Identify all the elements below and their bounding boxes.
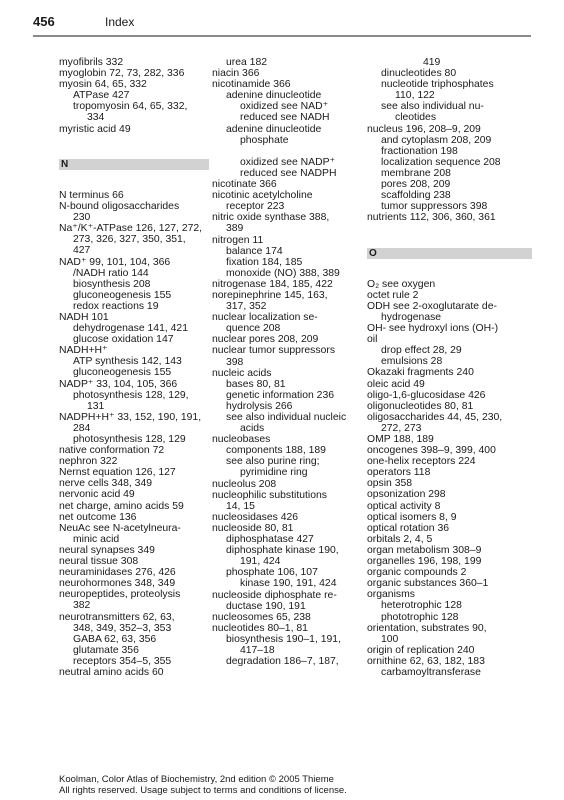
spacer [59,146,209,157]
index-entry: nuclear localization se- [212,312,318,324]
index-entry: native conformation 72 [59,445,165,457]
index-entry: neutral amino acids 60 [59,666,164,678]
index-entry: fractionation 198 [381,145,458,157]
index-entry: nucleosomes 65, 238 [212,611,311,623]
index-entry: 417–18 [240,644,275,656]
index-entry: nephron 322 [59,456,118,468]
copyright-footer [59,774,347,796]
index-entry: monoxide (NO) 388, 389 [226,267,340,279]
index-entry: scaffolding 238 [381,190,451,202]
index-entry: 100 [381,633,399,645]
index-entry: receptors 354–5, 355 [73,655,172,667]
index-entry: optical activity 8 [367,500,441,512]
index-entry: OH- see hydroxyl ions (OH-) [367,323,499,335]
index-entry: NADP⁺ 33, 104, 105, 366 [59,378,178,390]
index-entry: nutrients 112, 306, 360, 361 [367,212,496,224]
index-entry: 382 [73,600,91,612]
index-entry: 14, 15 [226,500,255,512]
index-entry: cleotides [395,112,437,124]
index-entry: membrane 208 [381,167,451,179]
index-column-1 [59,57,209,678]
index-entry: minic acid [73,533,120,545]
index-entry: optical rotation 36 [367,522,450,534]
index-entry: nitrogen 11 [212,234,264,246]
index-entry: photosynthesis 128, 129, [73,389,189,401]
index-entry: nicotinamide 366 [212,79,291,91]
index-entry: origin of replication 240 [367,644,475,656]
index-entry: organic substances 360–1 [367,578,489,590]
index-entry: heterotrophic 128 [381,600,462,612]
index-entry: nerve cells 348, 349 [59,478,152,490]
index-entry: hydrogenase [381,311,442,323]
index-entry: urea 182 [226,57,268,68]
index-entry: oleic acid 49 [367,378,425,390]
index-entry: neural synapses 349 [59,544,155,556]
index-entry: 317, 352 [226,301,267,313]
index-entry: ATP synthesis 142, 143 [73,356,182,368]
index-entry: 334 [87,112,105,124]
index-entry: 131 [87,400,105,412]
index-entry: tumor suppressors 398 [381,201,488,213]
index-entry: 272, 273 [381,422,422,434]
index-entry: N-bound oligosaccharides [59,201,180,213]
index-entry: glucose oxidation 147 [73,334,174,346]
index-entry: hydrolysis 266 [226,400,293,412]
index-entry: carbamoyltransferase [381,666,481,678]
index-entry: nucleotide triphosphates [381,79,494,91]
spacer [59,179,209,190]
spacer [212,146,362,157]
index-entry: ATPase 427 [73,90,130,102]
index-entry: glutamate 356 [73,644,139,656]
index-entry: nuclear tumor suppressors [212,345,336,357]
index-entry: adenine dinucleotide [226,123,322,135]
index-entry: diphosphate kinase 190, [226,545,339,557]
index-entry: oxidized see NADP⁺ [240,156,336,168]
index-entry: net charge, amino acids 59 [59,500,184,512]
index-column-2 [212,57,362,667]
index-entry: opsonization 298 [367,489,446,501]
index-entry: phosphate [240,134,289,146]
index-entry: tropomyosin 64, 65, 332, [73,101,188,113]
index-entry: 419 [423,57,441,68]
index-entry: nucleobases [212,434,271,446]
index-entry: oligosaccharides 44, 45, 230, [367,411,503,423]
index-entry: dinucleotides 80 [381,68,457,80]
index-entry: ornithine 62, 63, 182, 183 [367,655,485,667]
index-entry: neuropeptides, proteolysis [59,589,181,601]
index-entry: myoglobin 72, 73, 282, 336 [59,68,185,80]
index-entry: myosin 64, 65, 332 [59,79,147,91]
index-entry: oligonucleotides 80, 81 [367,400,474,412]
index-entry: operators 118 [367,467,431,479]
index-entry: organ metabolism 308–9 [367,544,482,556]
index-entry: bases 80, 81 [226,378,286,390]
index-entry: OMP 188, 189 [367,434,434,445]
index-entry: net outcome 136 [59,511,137,523]
index-entry: neurotransmitters 62, 63, [59,611,175,623]
index-entry: nucleosidases 426 [212,511,299,523]
page-title: Index [105,15,135,29]
index-entry: NeuAc see N-acetylneura- [59,522,181,534]
index-entry: biosynthesis 190–1, 191, [226,633,341,645]
index-entry: dehydrogenase 141, 421 [73,323,188,335]
index-entry: phosphate 106, 107 [226,567,318,579]
index-entry: localization sequence 208 [381,156,501,168]
index-entry: optical isomers 8, 9 [367,511,457,523]
index-entry: nucleotides 80–1, 81 [212,622,308,634]
index-entry: gluconeogenesis 155 [73,289,172,301]
spacer [367,235,532,246]
index-entry: myristic acid 49 [59,123,131,135]
index-entry: NADPH+H⁺ 33, 152, 190, 191, [59,411,202,423]
index-entry: phototrophic 128 [381,611,459,623]
index-entry: nitric oxide synthase 388, [212,212,330,224]
index-entry: myofibrils 332 [59,57,124,68]
index-entry: octet rule 2 [367,289,419,301]
index-entry: ODH see 2-oxoglutarate de- [367,300,497,312]
index-entry: Okazaki fragments 240 [367,367,474,379]
index-entry: nucleus 196, 208–9, 209 [367,123,481,135]
index-entry: adenine dinucleotide [226,90,322,102]
index-entry: 284 [73,422,91,434]
index-entry: nuclear pores 208, 209 [212,334,319,346]
index-entry: see also purine ring; [226,456,320,468]
index-entry: degradation 186–7, 187, [226,656,339,668]
index-entry: Nernst equation 126, 127 [59,467,176,479]
section-header-n: N [59,159,209,170]
index-entry: 389 [226,223,244,235]
index-entry: reduced see NADH [240,112,330,124]
index-entry: and cytoplasm 208, 209 [381,134,492,146]
index-entry: organisms [367,589,415,601]
index-entry: balance 174 [226,245,283,257]
index-entry: GABA 62, 63, 356 [73,633,157,645]
index-entry: neurohormones 348, 349 [59,578,176,590]
index-entry: reduced see NADPH [240,167,337,179]
spacer [59,135,209,146]
index-entry: 348, 349, 352–3, 353 [73,622,172,634]
index-entry: norepinephrine 145, 163, [212,289,328,301]
index-entry: neural tissue 308 [59,556,139,568]
spacer [367,223,532,234]
index-entry: pyrimidine ring [240,467,308,479]
index-entry: acids [240,423,265,435]
index-entry: see also individual nu- [381,101,484,113]
index-entry: diphosphatase 427 [226,534,314,546]
index-entry: nucleoside 80, 81 [212,522,294,534]
index-entry: gluconeogenesis 155 [73,367,172,379]
index-entry: orientation, substrates 90, [367,622,487,634]
index-entry: fixation 184, 185 [226,256,303,268]
index-entry: 230 [73,212,91,224]
header-rule [33,35,531,37]
index-entry: NADH+H⁺ [59,345,108,357]
index-entry: oligo-1,6-glucosidase 426 [367,389,486,401]
index-entry: orbitals 2, 4, 5 [367,533,433,545]
spacer [367,268,532,279]
index-entry: opsin 358 [367,478,413,490]
index-entry: 110, 122 [395,90,435,102]
index-entry: oxidized see NAD⁺ [240,101,329,113]
index-entry: nucleoside diphosphate re- [212,589,337,601]
index-column-3 [367,57,532,678]
index-entry: ductase 190, 191 [226,600,306,612]
footer-line-1: Koolman, Color Atlas of Biochemistry, 2nd edition © 2005 Thieme [59,774,334,785]
index-entry: receptor 223 [226,201,285,213]
index-entry: 273, 326, 327, 350, 351, [73,234,186,246]
index-entry: oncogenes 398–9, 399, 400 [367,445,496,457]
index-entry: NADH 101 [59,311,109,323]
index-entry: neuraminidases 276, 426 [59,567,176,579]
index-entry: oil [367,334,378,346]
index-entry: 398 [226,356,244,368]
index-entry: see also individual nucleic [226,412,347,423]
index-entry: nucleolus 208 [212,478,277,490]
index-entry: O₂ see oxygen [367,278,436,290]
index-entry: nicotinic acetylcholine [212,190,313,202]
index-entry: 191, 424 [240,556,281,568]
index-entry: NAD⁺ 99, 101, 104, 366 [59,256,171,268]
index-entry: nucleophilic substitutions [212,489,327,501]
section-header-o: O [367,248,532,259]
index-entry: quence 208 [226,323,281,335]
index-entry: organelles 196, 198, 199 [367,556,482,568]
index-entry: components 188, 189 [226,445,326,457]
page-header [33,13,531,33]
index-entry: N terminus 66 [59,189,124,201]
footer-line-2: All rights reserved. Usage subject to terms and conditions of license. [59,785,347,796]
index-entry: biosynthesis 208 [73,278,151,290]
index-entry: genetic information 236 [226,389,335,401]
index-entry: redox reactions 19 [73,300,159,312]
index-entry: nitrogenase 184, 185, 422 [212,278,333,290]
index-entry: nicotinate 366 [212,179,277,191]
index-entry: kinase 190, 191, 424 [240,578,337,590]
index-entry: nervonic acid 49 [59,489,135,501]
page-number: 456 [33,14,55,29]
index-entry: niacin 366 [212,68,260,80]
index-entry: organic compounds 2 [367,567,467,579]
index-entry: 427 [73,245,91,257]
index-entry: nucleic acids [212,367,272,379]
index-entry: pores 208, 209 [381,179,451,191]
index-entry: emulsions 28 [381,356,443,368]
index-entry: Na⁺/K⁺-ATPase 126, 127, 272, [59,223,203,235]
index-entry: one-helix receptors 224 [367,456,476,468]
index-entry: photosynthesis 128, 129 [73,434,186,445]
index-entry: /NADH ratio 144 [73,267,149,279]
index-entry: drop effect 28, 29 [381,345,462,357]
